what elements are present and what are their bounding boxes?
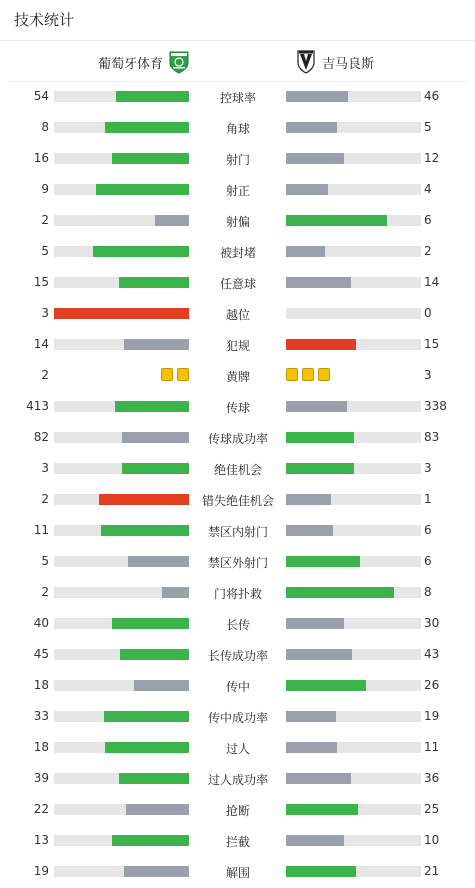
home-bar-track: [54, 649, 189, 660]
away-bar-track: [286, 587, 421, 598]
stat-label: 越位: [225, 308, 250, 322]
away-value: 5: [424, 120, 432, 134]
stat-row: [0, 360, 475, 391]
away-bar-track: [286, 339, 421, 350]
home-bar-track: [54, 122, 189, 133]
home-bar-fill: [120, 649, 189, 660]
away-bar-track: [286, 122, 421, 133]
yellow-card-icon: [318, 368, 330, 381]
away-value: 6: [424, 213, 432, 227]
away-bar-track: [286, 184, 421, 195]
away-bar-fill: [286, 587, 394, 598]
home-value: 54: [33, 89, 49, 103]
home-bar-track: [54, 525, 189, 536]
home-bar-track: [54, 835, 189, 846]
home-bar-fill: [99, 494, 189, 505]
away-bar-track: [286, 494, 421, 505]
stat-label: 犯规: [225, 339, 250, 353]
away-bar-fill: [286, 649, 352, 660]
away-bar-track: [286, 711, 421, 722]
stat-row: [0, 484, 475, 515]
home-value: 18: [33, 678, 49, 692]
away-bar-track: [286, 277, 421, 288]
home-value: 8: [41, 120, 49, 134]
away-value: 46: [424, 89, 440, 103]
away-bar-fill: [286, 401, 347, 412]
stat-row: [0, 391, 475, 422]
away-value: 36: [424, 771, 440, 785]
away-yellow-cards: [286, 368, 330, 381]
away-bar-fill: [286, 494, 331, 505]
stat-label: 被封堵: [219, 246, 256, 260]
away-value: 1: [424, 492, 432, 506]
away-bar-fill: [286, 835, 344, 846]
away-value: 3: [424, 368, 432, 382]
away-value: 12: [424, 151, 440, 165]
stat-row: [0, 81, 475, 112]
away-value: 14: [424, 275, 440, 289]
away-value: 30: [424, 616, 440, 630]
away-value: 4: [424, 182, 432, 196]
home-value: 2: [41, 585, 49, 599]
stat-label: 传球: [225, 401, 250, 415]
yellow-card-icon: [302, 368, 314, 381]
away-bar-track: [286, 246, 421, 257]
away-bar-fill: [286, 246, 325, 257]
stat-label: 角球: [225, 122, 250, 136]
home-bar-fill: [162, 587, 189, 598]
stat-row: [0, 205, 475, 236]
stat-row: [0, 267, 475, 298]
away-value: 6: [424, 523, 432, 537]
stat-label: 禁区内射门: [207, 525, 268, 539]
home-bar-track: [54, 494, 189, 505]
away-bar-fill: [286, 525, 333, 536]
home-bar-fill: [124, 866, 189, 877]
away-bar-fill: [286, 339, 356, 350]
home-bar-track: [54, 587, 189, 598]
home-bar-fill: [155, 215, 189, 226]
home-value: 15: [33, 275, 49, 289]
away-bar-fill: [286, 122, 337, 133]
home-bar-fill: [112, 835, 189, 846]
away-value: 11: [424, 740, 440, 754]
home-value: 33: [33, 709, 49, 723]
stat-row: [0, 298, 475, 329]
home-value: 82: [33, 430, 49, 444]
away-bar-fill: [286, 866, 356, 877]
stat-row: [0, 515, 475, 546]
stat-label: 门将扑救: [213, 587, 262, 601]
stat-label: 任意球: [219, 277, 256, 291]
home-value: 413: [26, 399, 49, 413]
stat-row: [0, 670, 475, 701]
away-value: 3: [424, 461, 432, 475]
home-value: 14: [33, 337, 49, 351]
away-bar-fill: [286, 618, 344, 629]
home-yellow-cards: [161, 368, 189, 381]
title-divider: [0, 40, 475, 41]
home-value: 11: [33, 523, 49, 537]
away-bar-track: [286, 742, 421, 753]
home-value: 45: [33, 647, 49, 661]
home-value: 2: [41, 368, 49, 382]
away-bar-fill: [286, 91, 348, 102]
home-bar-fill: [112, 153, 189, 164]
home-bar-track: [54, 618, 189, 629]
away-bar-fill: [286, 215, 387, 226]
away-bar-fill: [286, 184, 328, 195]
home-value: 40: [33, 616, 49, 630]
home-value: 39: [33, 771, 49, 785]
home-bar-track: [54, 153, 189, 164]
away-value: 15: [424, 337, 440, 351]
home-value: 2: [41, 213, 49, 227]
away-bar-track: [286, 91, 421, 102]
away-bar-track: [286, 618, 421, 629]
home-value: 2: [41, 492, 49, 506]
home-bar-track: [54, 463, 189, 474]
home-value: 9: [41, 182, 49, 196]
home-bar-fill: [116, 91, 189, 102]
home-bar-track: [54, 773, 189, 784]
home-bar-fill: [101, 525, 189, 536]
stat-row: [0, 174, 475, 205]
stat-row: [0, 794, 475, 825]
home-bar-track: [54, 742, 189, 753]
home-bar-fill: [126, 804, 189, 815]
home-value: 5: [41, 244, 49, 258]
away-bar-fill: [286, 804, 358, 815]
stat-row: [0, 763, 475, 794]
away-bar-track: [286, 525, 421, 536]
stat-row: [0, 236, 475, 267]
home-value: 16: [33, 151, 49, 165]
away-bar-track: [286, 835, 421, 846]
away-bar-fill: [286, 463, 354, 474]
away-value: 0: [424, 306, 432, 320]
away-bar-track: [286, 649, 421, 660]
home-bar-fill: [119, 773, 189, 784]
stat-row: [0, 639, 475, 670]
away-bar-fill: [286, 742, 337, 753]
home-bar-track: [54, 308, 189, 319]
home-bar-track: [54, 339, 189, 350]
stat-label: 绝佳机会: [213, 463, 262, 477]
away-value: 6: [424, 554, 432, 568]
home-team[interactable]: [98, 48, 189, 76]
home-bar-fill: [112, 618, 189, 629]
away-bar-fill: [286, 153, 344, 164]
home-bar-track: [54, 401, 189, 412]
away-bar-fill: [286, 680, 366, 691]
stat-label: 传球成功率: [207, 432, 268, 446]
yellow-card-icon: [161, 368, 173, 381]
away-value: 43: [424, 647, 440, 661]
away-value: 26: [424, 678, 440, 692]
stat-label: 射偏: [225, 215, 250, 229]
stat-label: 射门: [225, 153, 250, 167]
away-bar-track: [286, 308, 421, 319]
stat-row: [0, 608, 475, 639]
home-bar-track: [54, 277, 189, 288]
away-bar-track: [286, 215, 421, 226]
stat-label: 长传成功率: [207, 649, 268, 663]
away-value: 8: [424, 585, 432, 599]
stat-row: [0, 856, 475, 887]
home-bar-track: [54, 711, 189, 722]
home-value: 18: [33, 740, 49, 754]
away-value: 25: [424, 802, 440, 816]
away-value: 19: [424, 709, 440, 723]
home-bar-fill: [54, 308, 189, 319]
home-bar-fill: [105, 742, 189, 753]
stat-label: 过人成功率: [207, 773, 268, 787]
home-bar-track: [54, 184, 189, 195]
away-bar-track: [286, 556, 421, 567]
home-bar-track: [54, 556, 189, 567]
away-bar-fill: [286, 556, 360, 567]
stat-row: [0, 701, 475, 732]
home-bar-track: [54, 804, 189, 815]
home-value: 3: [41, 461, 49, 475]
home-bar-fill: [119, 277, 189, 288]
stat-row: [0, 825, 475, 856]
stat-row: [0, 732, 475, 763]
home-value: 13: [33, 833, 49, 847]
home-team-name: 葡萄牙体育: [97, 56, 163, 72]
home-bar-fill: [105, 122, 189, 133]
home-bar-track: [54, 866, 189, 877]
home-value: 3: [41, 306, 49, 320]
away-bar-track: [286, 401, 421, 412]
away-value: 83: [424, 430, 440, 444]
away-value: 338: [424, 399, 447, 413]
away-bar-track: [286, 804, 421, 815]
stat-label: 过人: [225, 742, 250, 756]
away-value: 10: [424, 833, 440, 847]
away-bar-fill: [286, 711, 336, 722]
stat-label: 拦截: [225, 835, 250, 849]
home-bar-fill: [96, 184, 189, 195]
away-team-name: 吉马良斯: [322, 56, 375, 72]
away-bar-track: [286, 432, 421, 443]
home-bar-track: [54, 91, 189, 102]
home-bar-fill: [134, 680, 189, 691]
away-bar-fill: [286, 432, 354, 443]
stat-label: 长传: [225, 618, 250, 632]
stat-row: [0, 453, 475, 484]
stat-row: [0, 577, 475, 608]
stat-label: 传中成功率: [207, 711, 268, 725]
home-bar-fill: [122, 463, 190, 474]
home-value: 22: [33, 802, 49, 816]
home-bar-track: [54, 432, 189, 443]
stat-row: [0, 143, 475, 174]
stat-row: [0, 422, 475, 453]
away-bar-track: [286, 680, 421, 691]
home-value: 5: [41, 554, 49, 568]
stat-row: [0, 546, 475, 577]
stat-label: 射正: [225, 184, 250, 198]
away-bar-fill: [286, 773, 351, 784]
stat-row: [0, 112, 475, 143]
away-bar-track: [286, 153, 421, 164]
home-value: 19: [33, 864, 49, 878]
sporting-crest-icon: [169, 50, 189, 74]
stat-label: 控球率: [219, 91, 256, 105]
home-bar-track: [54, 215, 189, 226]
away-value: 2: [424, 244, 432, 258]
stat-label: 禁区外射门: [207, 556, 268, 570]
stat-label: 解围: [225, 866, 250, 880]
home-bar-fill: [122, 432, 190, 443]
yellow-card-icon: [286, 368, 298, 381]
home-bar-track: [54, 680, 189, 691]
teams-header: [0, 44, 475, 80]
away-bar-track: [286, 463, 421, 474]
away-bar-track: [286, 773, 421, 784]
stat-label: 传中: [225, 680, 250, 694]
home-bar-fill: [93, 246, 189, 257]
stats-list: [0, 81, 475, 887]
home-bar-fill: [104, 711, 189, 722]
stat-label: 错失绝佳机会: [201, 494, 274, 508]
vitoria-guimaraes-crest-icon: [296, 50, 316, 74]
home-bar-fill: [115, 401, 189, 412]
stat-row: [0, 329, 475, 360]
yellow-card-icon: [177, 368, 189, 381]
stat-label: 黄牌: [225, 370, 250, 384]
away-bar-track: [286, 866, 421, 877]
stat-label: 抢断: [225, 804, 250, 818]
home-bar-fill: [124, 339, 189, 350]
home-bar-track: [54, 246, 189, 257]
away-team[interactable]: [296, 48, 374, 76]
away-bar-fill: [286, 277, 351, 288]
home-bar-fill: [128, 556, 189, 567]
away-value: 21: [424, 864, 440, 878]
page-title: 技术统计: [14, 11, 75, 29]
